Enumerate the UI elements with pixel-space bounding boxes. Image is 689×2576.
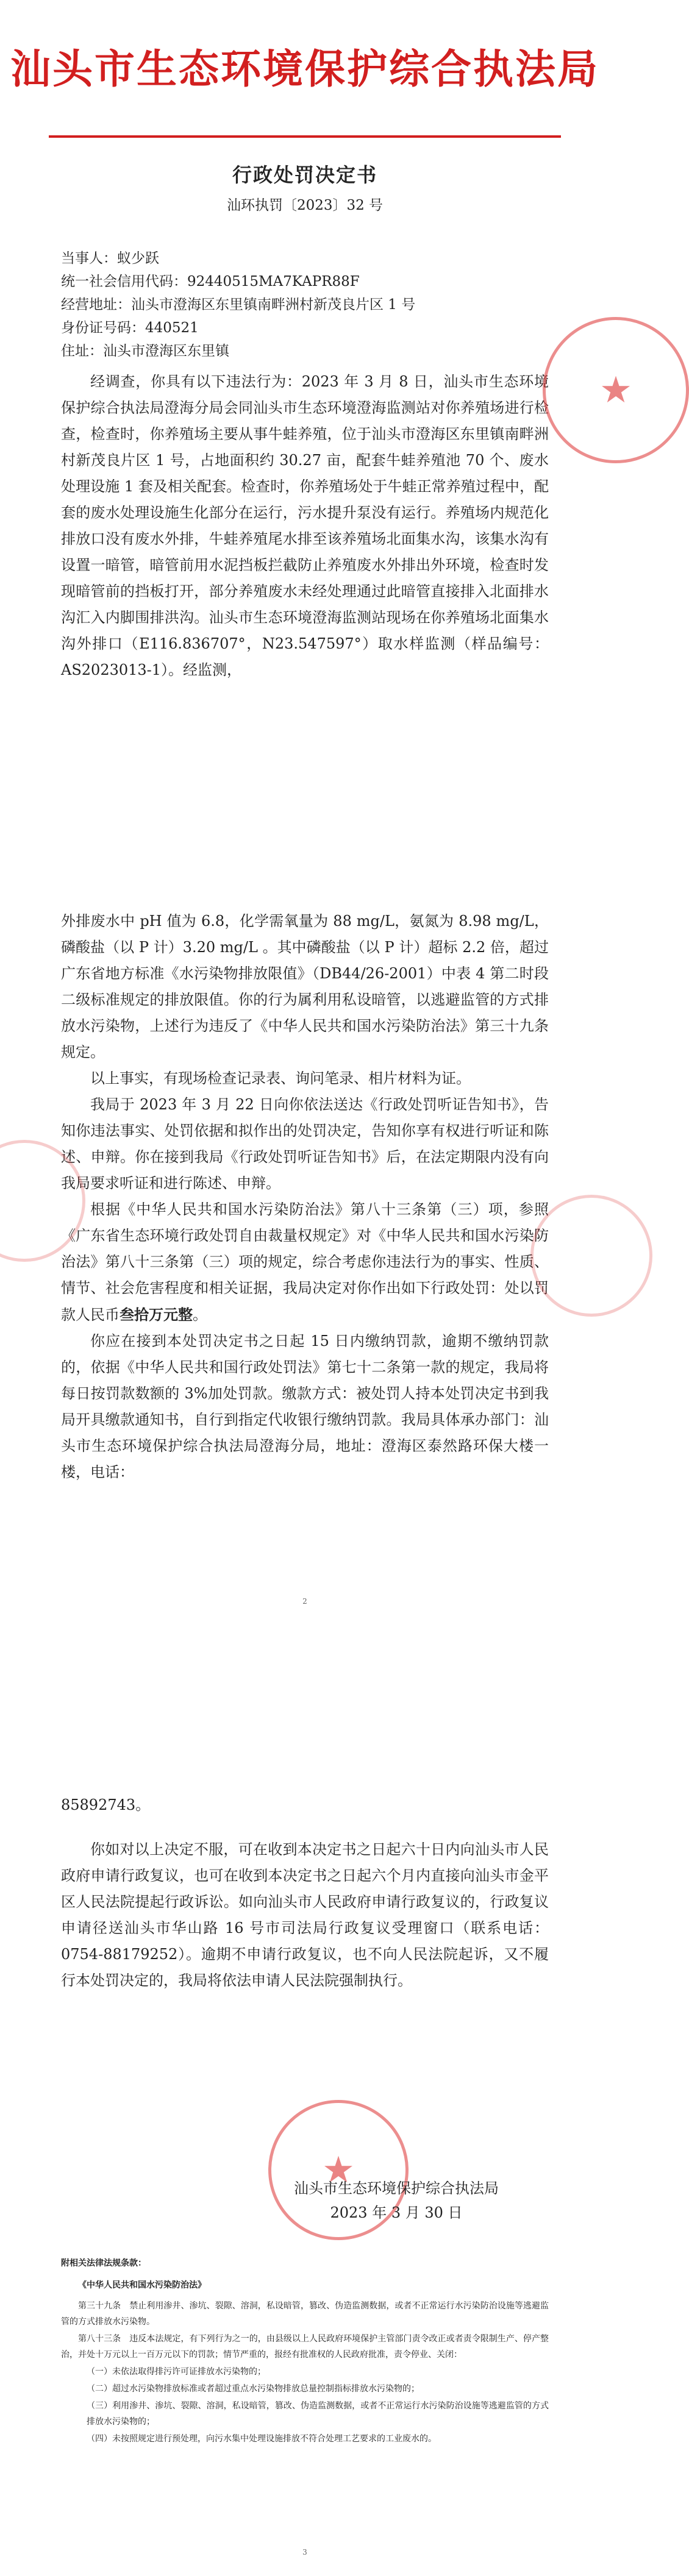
finding-paragraph xyxy=(61,369,549,683)
article-83-item: （一）未依法取得排污许可证排放水污染物的； xyxy=(87,2367,266,2377)
article-83-item: （三）利用渗井、渗坑、裂隙、溶洞，私设暗管，篡改、伪造监测数据，或者不正常运行水污染防治设施等逃避监管的方式排放水污染物的； xyxy=(87,2401,549,2427)
page-2 xyxy=(0,878,610,1768)
signing-organization: 汕头市生态环境保护综合执法局 xyxy=(294,2180,499,2197)
party-info xyxy=(61,247,549,363)
penalty-decision xyxy=(61,1197,549,1328)
hearing-notice-statement: 我局于 2023 年 3 月 22 日向你依法送达《行政处罚听证告知书》，告知你违法事实、处罚依据和拟作出的处罚决定，告知你享有权进行听证和陈述、申辩。你在接到我局《行政处罚听证告知书》后，在法定期限内没有向我局要求听证和进行陈述、申辩。 xyxy=(61,1096,549,1192)
page-1 xyxy=(0,0,632,878)
page-2-body xyxy=(61,908,549,1485)
phone-continuation: 85892743。 xyxy=(61,1796,151,1813)
penalty-amount: 叁拾万元整 xyxy=(120,1306,193,1323)
penalty-decision-end: 。 xyxy=(193,1306,207,1323)
official-seal xyxy=(543,317,689,463)
evidence-statement: 以上事实，有现场检查记录表、询问笔录、相片材料为证。 xyxy=(90,1070,471,1087)
monitoring-result: 外排废水中 pH 值为 6.8，化学需氧量为 88 mg/L，氨氮为 8.98 mg/L，磷酸盐（以 P 计）3.20 mg/L 。其中磷酸盐（以 P 计）超标 2.2 倍，超过广东省地方标准《水污染物排放限值》（DB44/26-2001）中表 4 第二时段二级标准规定的排放限值。你的行为属利用私设暗管，以逃避监管的方式排放水污染物，上述行为违反了《中华人民共和国水污染防治法》第三十九条规定。 xyxy=(61,913,549,1061)
party-address: 经营地址：汕头市澄海区东里镇南畔洲村新茂良片区 1 号 xyxy=(61,297,416,313)
letterhead-red-line xyxy=(49,135,561,138)
penalty-decision-text: 根据《中华人民共和国水污染防治法》第八十三条第（三）项，参照《广东省生态环境行政处罚自由裁量权规定》对《中华人民共和国水污染防治法》第八十三条第（三）项的规定，综合考虑你违法行为的事实、性质、情节、社会危害程度和相关证据，我局决定对你作出如下行政处罚：处以罚款人民币 xyxy=(61,1201,549,1323)
signing-date: 2023 年 3 月 30 日 xyxy=(330,2204,463,2221)
page-number: 3 xyxy=(302,2548,307,2556)
appendix-title: 附相关法律法规条款： xyxy=(61,2258,146,2268)
seal-star-icon: ★ xyxy=(599,369,632,411)
party-name: 当事人：蚁少跃 xyxy=(61,251,159,266)
letterhead: 汕头市生态环境保护综合执法局 xyxy=(10,46,599,93)
page-3 xyxy=(0,1768,610,2576)
law-name: 《中华人民共和国水污染防治法》 xyxy=(78,2280,206,2290)
page-3-body xyxy=(61,1792,549,1994)
party-credit-code: 统一社会信用代码：92440515MA7KAPR88F xyxy=(61,274,360,290)
article-83-item: （四）未按照规定进行预处理，向污水集中处理设施排放不符合处理工艺要求的工业废水的。 xyxy=(87,2434,437,2444)
legal-appendix xyxy=(61,2255,549,2448)
page-number: 2 xyxy=(302,1597,307,1606)
party-residence: 住址：汕头市澄海区东里镇 xyxy=(61,343,229,359)
signature-block xyxy=(274,2176,518,2225)
article-39: 第三十九条 禁止利用渗井、渗坑、裂隙、溶洞，私设暗管，篡改、伪造监测数据，或者不正常运行水污染防治设施等逃避监管的方式排放水污染物。 xyxy=(61,2301,549,2327)
finding-text: 经调查，你具有以下违法行为：2023 年 3 月 8 日，汕头市生态环境保护综合执法局澄海分局会同汕头市生态环境澄海监测站对你养殖场进行检查，检查时，你养殖场主要从事牛蛙养殖，位于汕头市澄海区东里镇南畔洲村新茂良片区 1 号，占地面积约 30.27 亩，配套牛蛙养殖池 70 个、废水处理设施 1 套及相关配套。检查时，你养殖场处于牛蛙正常养殖过程中，配套的废水处理设施生化部分在运行，污水提升泵没有运行。养殖场内规范化排放口没有废水外排，牛蛙养殖尾水排至该养殖场北面集水沟，该集水沟有设置一暗管，暗管前用水泥挡板拦截防止养殖废水外排出外环境，检查时发现暗管前的挡板打开，部分养殖废水未经处理通过此暗管直接排入北面排水沟汇入内脚围排洪沟。汕头市生态环境澄海监测站现场在你养殖场北面集水沟外排口（E116.836707°，N23.547597°）取水样监测（样品编号：AS2023013-1）。经监测， xyxy=(61,373,549,678)
document-title: 行政处罚决定书 xyxy=(232,163,377,187)
seal-star-icon: ★ xyxy=(322,2149,355,2191)
document-number: 汕环执罚〔2023〕32 号 xyxy=(226,197,384,213)
appeal-rights: 你如对以上决定不服，可在收到本决定书之日起六十日内向汕头市人民政府申请行政复议，也可在收到本决定书之日起六个月内直接向汕头市金平区人民法院提起行政诉讼。如向汕头市人民政府申请行政复议的，行政复议申请径送汕头市华山路 16 号市司法局行政复议受理窗口（联系电话：0754-88179252）。逾期不申请行政复议，也不向人民法院起诉，又不履行本处罚决定的，我局将依法申请人民法院强制执行。 xyxy=(61,1841,549,1989)
article-83: 第八十三条 违反本法规定，有下列行为之一的，由县级以上人民政府环境保护主管部门责令改正或者责令限制生产、停产整治，并处十万元以上一百万元以下的罚款；情节严重的，报经有批准权的人民政府批准，责令停业、关闭： xyxy=(61,2334,549,2360)
faint-seal-right xyxy=(530,1195,652,1317)
article-83-item: （二）超过水污染物排放标准或者超过重点水污染物排放总量控制指标排放水污染物的； xyxy=(87,2384,419,2394)
payment-instructions: 你应在接到本处罚决定书之日起 15 日内缴纳罚款，逾期不缴纳罚款的，依据《中华人民共和国行政处罚法》第七十二条第一款的规定，我局将每日按罚款数额的 3%加处罚款。缴款方式：被处罚人持本处罚决定书到我局开具缴款通知书，自行到指定代收银行缴纳罚款。我局具体承办部门：汕头市生态环境保护综合执法局澄海分局，地址：澄海区泰然路环保大楼一楼，电话： xyxy=(61,1332,549,1481)
party-id-number: 身份证号码：440521 xyxy=(61,320,199,336)
